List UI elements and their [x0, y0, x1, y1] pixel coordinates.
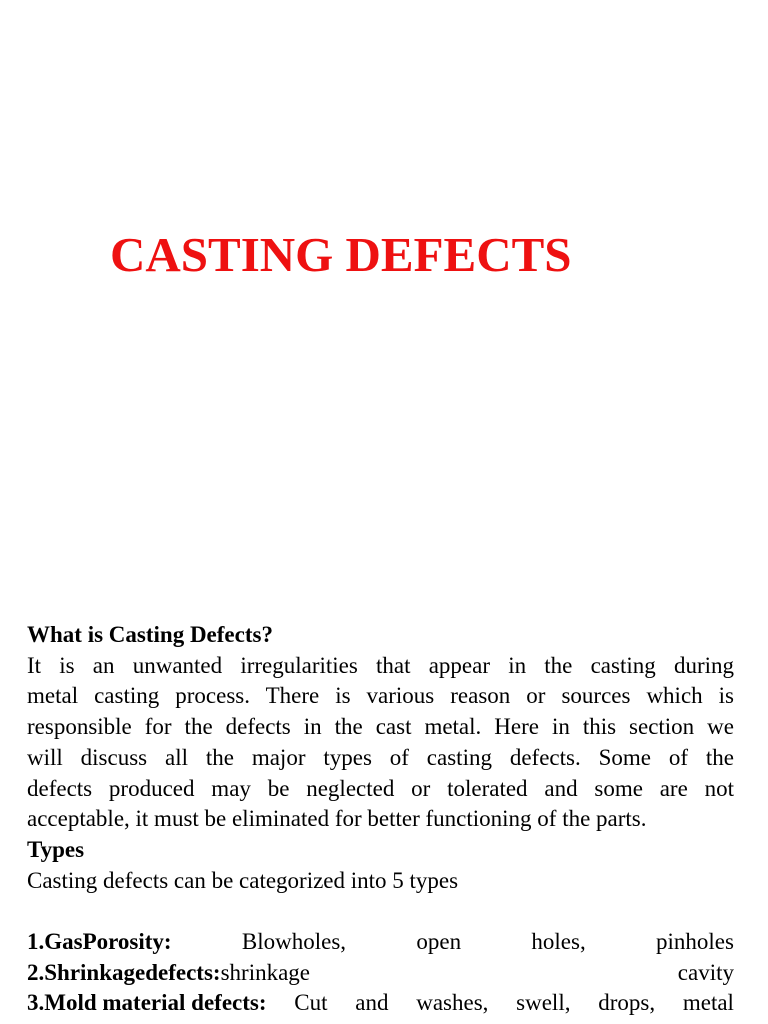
- type-word: Blowholes,: [241, 929, 347, 955]
- paragraph-line: responsible for the defects in the cast metal. Here in this section we: [27, 714, 734, 740]
- type-word: and: [355, 990, 389, 1016]
- type-word: open: [416, 929, 462, 955]
- paragraph-line: It is an unwanted irregularities that appear in the casting during: [27, 652, 734, 678]
- document-body: [27, 620, 734, 1019]
- type-label-group: [27, 958, 310, 989]
- type-word: pinholes: [656, 929, 734, 955]
- type-word: holes,: [531, 929, 586, 955]
- definition-paragraph: [27, 651, 734, 835]
- blank-line: [27, 896, 734, 927]
- type-item-mold-material: [27, 988, 734, 1019]
- type-label: 1.GasPorosity:: [27, 929, 172, 955]
- types-intro: Casting defects can be categorized into 5 types: [27, 867, 459, 893]
- paragraph-line: will discuss all the major types of casting defects. Some of the: [27, 744, 734, 770]
- type-word: drops,: [598, 990, 656, 1016]
- type-item-gas-porosity: [27, 927, 734, 958]
- paragraph-line: metal casting process. There is various reason or sources which is: [27, 683, 734, 709]
- paragraph-line: acceptable, it must be eliminated for better functioning of the parts.: [27, 806, 647, 832]
- type-word: swell,: [516, 990, 571, 1016]
- type-word: washes,: [416, 990, 489, 1016]
- type-word: Cut: [294, 990, 328, 1016]
- paragraph-line: defects produced may be neglected or tolerated and some are not: [27, 775, 734, 801]
- document-title: CASTING DEFECTS: [110, 227, 572, 282]
- type-word: metal: [682, 990, 734, 1016]
- type-label: 3.Mold material defects:: [27, 990, 267, 1016]
- types-heading: Types: [27, 836, 85, 862]
- type-label: 2.Shrinkagedefects:: [27, 959, 221, 985]
- type-word: shrinkage: [220, 959, 310, 985]
- type-item-shrinkage: [27, 958, 734, 989]
- type-word: cavity: [677, 959, 734, 985]
- section-heading: What is Casting Defects?: [27, 622, 273, 647]
